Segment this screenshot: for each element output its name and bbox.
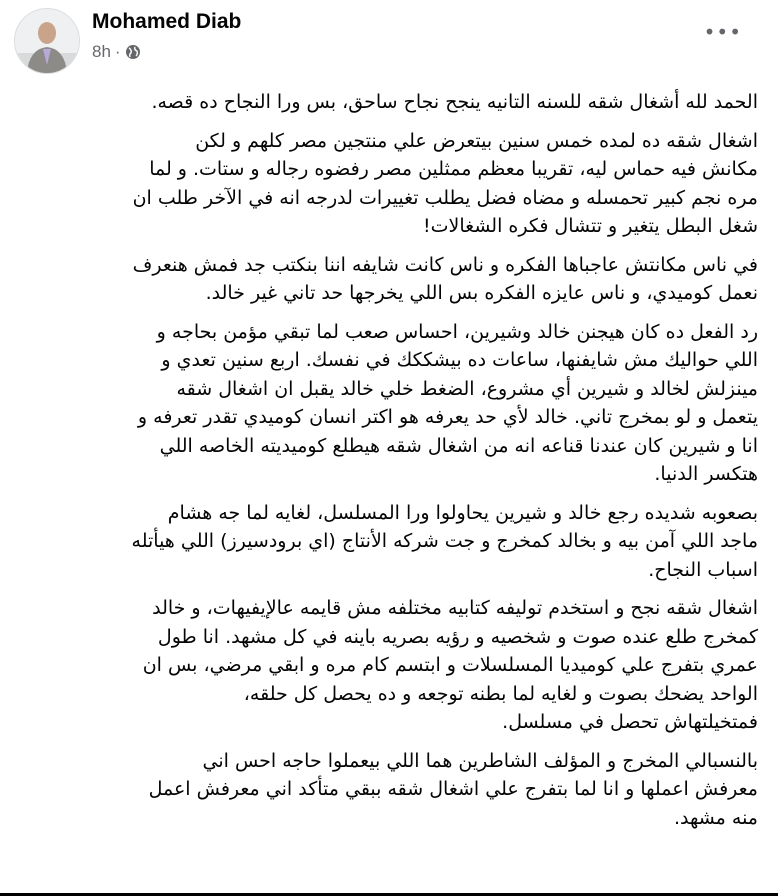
author-avatar[interactable] <box>14 8 80 74</box>
post-text-line: بالنسبالي المخرج و المؤلف الشاطرين هما اللي بيعملوا حاجه احس اني <box>202 749 758 772</box>
post-text-line: اللي حواليك مش شايفنها، ساعات ده بيشككك في نفسك. اربع سنين تعدي و <box>161 349 758 371</box>
more-options-icon[interactable]: ••• <box>703 20 742 44</box>
post-text-line: الواحد يضحك بصوت و لغايه لما بطنه توجعه و ده يحصل كل حلقه، <box>243 682 758 705</box>
post-text-line: كمخرج طلع عنده صوت و شخصيه و رؤيه بصريه باينه في كل مشهد. انا طول <box>157 625 758 648</box>
post-text-line: يتعمل و لو بمخرج تاني. خالد لأي حد يعرفه هو اكتر انسان كوميدي تقدر تعرفه و <box>137 406 758 428</box>
post-header <box>0 0 778 80</box>
post-paragraph <box>20 127 758 241</box>
post-body <box>20 88 758 842</box>
post-text-line: اسباب النجاح. <box>648 558 758 581</box>
post-text-line: الحمد لله أشغال شقه للسنه التانيه ينجح نجاح ساحق، بس ورا النجاح ده قصه. <box>151 91 758 113</box>
post-text-line: ماجد اللي آمن بيه و بخالد كمخرج و جت شركه الأنتاج (اي برودسيرز) اللي هيأتله <box>131 530 758 552</box>
post-paragraph <box>20 594 758 737</box>
post-text-line: عمري بتفرج علي كوميديا المسلسلات و ابتسم كام مره و ابقي مرضي، بس ان <box>142 654 758 676</box>
post-text-line: مره نجم كبير تحمسله و مضاه فضل يطلب تغييرات لدرجه انه في الآخر طلب ان <box>132 186 758 209</box>
post-paragraph <box>20 499 758 585</box>
post-text-line: في ناس مكانتش عاجباها الفكره و ناس كانت شايفه اننا بنكتب جد فمش هنعرف <box>132 253 758 276</box>
post-text-line: مينزلش لخالد و شيرين أي مشروع، الضغط خلي خالد يقبل ان اشغال شقه <box>176 377 758 400</box>
globe-icon[interactable] <box>125 44 141 60</box>
post-text-line: هتكسر الدنيا. <box>654 463 758 485</box>
avatar-photo-icon <box>15 9 79 73</box>
post-text-line: رد الفعل ده كان هيجنن خالد وشيرين، احساس صعب لما تبقي مؤمن بحاجه و <box>156 320 758 343</box>
post-paragraph <box>20 747 758 833</box>
post-paragraph <box>20 88 758 117</box>
post-text-line: شغل البطل يتغير و تتشال فكره الشغالات! <box>423 215 758 237</box>
post-meta <box>92 42 141 62</box>
post-paragraph <box>20 318 758 489</box>
post-text-line: مكانش فيه حماس ليه، تقريبا معظم ممثلين مصر رفضوه رجاله و ستات. و لما <box>149 158 758 180</box>
post-text-line: اشغال شقه ده لمده خمس سنين بيتعرض علي منتجين مصر كلهم و لكن <box>195 129 758 152</box>
post-paragraph <box>20 251 758 308</box>
post-text-line: معرفش اعملها و انا لما بتفرج علي اشغال شقه ببقي متأكد اني معرفش اعمل <box>148 778 758 800</box>
post-text-line: منه مشهد. <box>673 806 758 829</box>
post-text-line: انا و شيرين كان عندنا قناعه انه من اشغال شقه هيطلع كوميديته الخاصه اللي <box>159 434 758 457</box>
post-text-line: بصعوبه شديده رجع خالد و شيرين يحاولوا ورا المسلسل، لغايه لما جه هشام <box>167 501 758 524</box>
author-name[interactable]: Mohamed Diab <box>92 10 242 33</box>
meta-separator: · <box>114 42 121 61</box>
post-text-line: فمتخيلتهاش تحصل في مسلسل. <box>502 711 758 733</box>
post-text-line: اشغال شقه نجح و استخدم توليفه كتابيه مختلفه مش قايمه عالإيفيهات، و خالد <box>152 597 758 619</box>
post-text-line: نعمل كوميدي، و ناس عايزه الفكره بس اللي يخرجها حد تاني غير خالد. <box>205 282 758 304</box>
post-time[interactable]: 8h <box>92 42 111 61</box>
